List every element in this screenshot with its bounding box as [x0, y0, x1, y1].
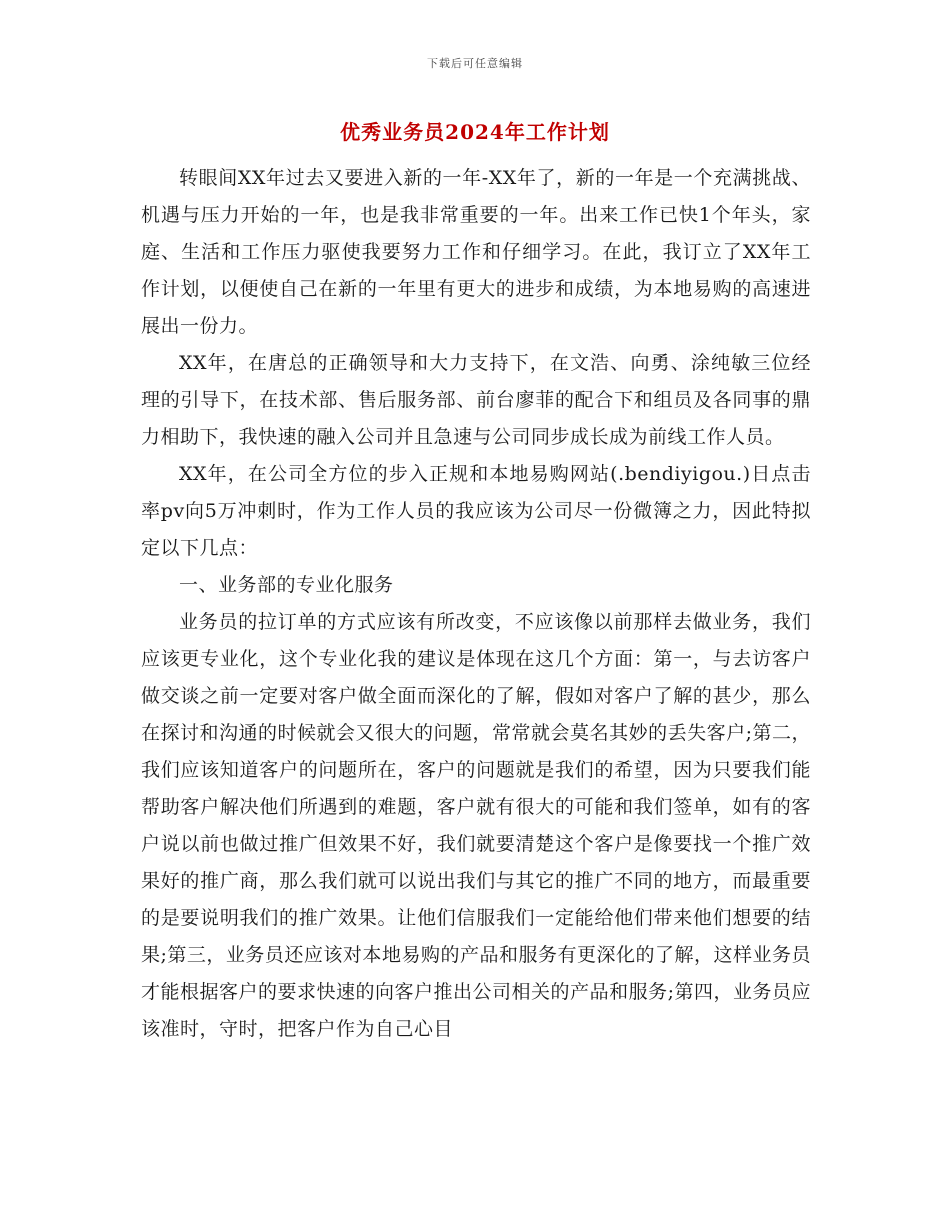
paragraph-intro: 转眼间XX年过去又要进入新的一年-XX年了，新的一年是一个充满挑战、机遇与压力开始的一年，也是我非常重要的一年。出来工作已快1个年头，家庭、生活和工作压力驱使我要努力工作和仔细学习。在此，我订立了XX年工作计划，以便使自己在新的一年里有更大的进步和成绩，为本地易购的高速进展出一份力。	[141, 167, 811, 337]
paragraph-review: XX年，在唐总的正确领导和大力支持下，在文浩、向勇、涂纯敏三位经理的引导下，在技术部、售后服务部、前台廖菲的配合下和组员及各同事的鼎力相助下，我快速的融入公司并且急速与公司同步成长成为前线工作人员。	[141, 352, 811, 448]
document-title: 优秀业务员2024年工作计划	[340, 120, 610, 144]
paragraph-goals: XX年，在公司全方位的步入正规和本地易购网站(.bendiyigou.)日点击率pv向5万冲刺时，作为工作人员的我应该为公司尽一份微簿之力，因此特拟定以下几点：	[141, 463, 811, 559]
document-body	[141, 160, 811, 1048]
header-note: 下载后可任意编辑	[427, 57, 523, 70]
section-heading: 一、业务部的专业化服务	[179, 574, 394, 596]
paragraph-professional-service: 业务员的拉订单的方式应该有所改变，不应该像以前那样去做业务，我们应该更专业化，这个专业化我的建议是体现在这几个方面：第一，与去访客户做交谈之前一定要对客户做全面而深化的了解，假如对客户了解的甚少，那么在探讨和沟通的时候就会又很大的问题，常常就会莫名其妙的丢失客户;第二，我们应该知道客户的问题所在，客户的问题就是我们的希望，因为只要我们能帮助客户解决他们所遇到的难题，客户就有很大的可能和我们签单，如有的客户说以前也做过推广但效果不好，我们就要清楚这个客户是像要找一个推广效果好的推广商，那么我们就可以说出我们与其它的推广不同的地方，而最重要的是要说明我们的推广效果。让他们信服我们一定能给他们带来他们想要的结果;第三，业务员还应该对本地易购的产品和服务有更深化的了解，这样业务员才能根据客户的要求快速的向客户推出公司相关的产品和服务;第四，业务员应该准时，守时，把客户作为自己心目	[141, 611, 811, 1040]
